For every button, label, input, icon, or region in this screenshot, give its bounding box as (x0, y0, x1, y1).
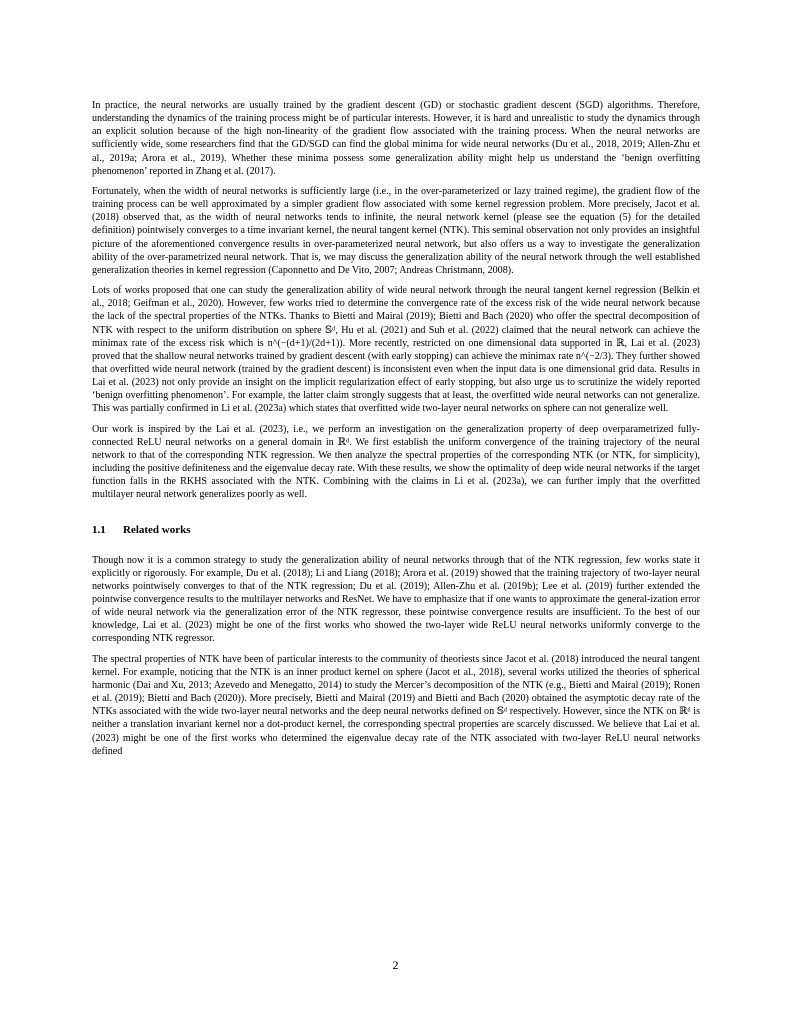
paragraph-intro-2: Fortunately, when the width of neural networks is sufficiently large (i.e., in the over-parameterized or lazy trained regime), the gradient flow of the training process can be well approximated by a simpler gradient flow associated with some kernel regression problem. More precisely, Jacot et al. (2018) observed that, as the width of neural networks tends to infinite, the neural network kernel (please see the equation (5) for the detailed definition) pointwisely converges to a time invariant kernel, the neural tangent kernel (NTK). This seminal observation not only provides an insightful picture of the aforementioned convergence results in over-parameterized neural network, but also offers us a way to investigate the generalization ability of the over-parametrized neural network. That is, we may discuss the generalization ability of the neural network through the well established generalization theories in kernel regression (Caponnetto and De Vito, 2007; Andreas Christmann, 2008). (92, 185, 700, 276)
page-body (92, 99, 700, 765)
section-title: Related works (123, 523, 191, 536)
paragraph-related-2: The spectral properties of NTK have been of particular interests to the community of theoriests since Jacot et al. (2018) introduced the neural tangent kernel. For example, noticing that the NTK is an inner product kernel on sphere (Jacot et al., 2018), several works utilized the theories of spherical harmonic (Dai and Xu, 2013; Azevedo and Menegatto, 2014) to study the Mercer’s decomposition of the NTK (e.g., Bietti and Mairal (2019); Ronen et al. (2019); Bietti and Bach (2020)). More precisely, Bietti and Mairal (2019) and Bietti and Bach (2020) obtained the asymptotic decay rate of the NTKs associated with the wide two-layer neural networks and the deep neural networks defined on 𝕊ᵈ respectively. However, since the NTK on ℝᵈ is neither a translation invariant kernel nor a dot-product kernel, the corresponding spectral properties are scarcely discussed. We believe that Lai et al. (2023) might be one of the first works who determined the eigenvalue decay rate of the NTK associated with two-layer ReLU neural networks defined (92, 653, 700, 757)
section-heading (92, 524, 700, 537)
paragraph-intro-3: Lots of works proposed that one can study the generalization ability of wide neural network through the neural tangent kernel regression (Belkin et al., 2018; Geifman et al., 2020). However, few works tried to determine the convergence rate of the excess risk of the wide neural network because the lack of the spectral properties of the NTKs. Thanks to Bietti and Mairal (2019); Bietti and Bach (2020) who offer the spectral decomposition of NTK with respect to the uniform distribution on sphere 𝕊ᵈ, Hu et al. (2021) and Suh et al. (2022) claimed that the neural network can achieve the minimax rate of the excess risk which is n^(−(d+1)/(2d+1)). More recently, restricted on one dimensional data supported in ℝ, Lai et al. (2023) proved that the shallow neural networks trained by gradient descent (with early stopping) can achieve the minimax rate n^(−2/3). They further showed that overfitted wide neural network (trained by the gradient descent) is inconsistent even when the input data is one dimensional grid data. Results in Lai et al. (2023) not only provide an insight on the implicit regularization effect of early stopping, but also urge us to scrutinize the widely reported ‘benign overfitting phenomenon’. For example, the latter claim strongly suggests that at least, the overfitted wide neural networks can not generalize. This was partially confirmed in Li et al. (2023a) which states that overfitted wide two-layer neural networks on sphere can not generalize well. (92, 285, 700, 415)
section-number: 1.1 (92, 523, 106, 536)
page-number: 2 (392, 958, 399, 972)
paragraph-intro-4: Our work is inspired by the Lai et al. (2023), i.e., we perform an investigation on the generalization property of deep overparametrized fully-connected ReLU neural networks on a general domain in ℝᵈ. We first establish the uniform convergence of the training trajectory of the neural network to that of the corresponding NTK regression. We then analyze the spectral properties of the corresponding NTK (or NTK, for simplicity), including the positive definiteness and the eigenvalue decay rate. With these results, we show the optimality of deep wide neural networks if the target function falls in the RKHS associated with the NTK. Combining with the claims in Li et al. (2023a), we can further imply that the overfitted multilayer neural network generalizes poorly as well. (92, 423, 700, 501)
paragraph-related-1: Though now it is a common strategy to study the generalization ability of neural networks through that of the NTK regression, few works state it explicitly or rigorously. For example, Du et al. (2018); Li and Liang (2018); Arora et al. (2019) showed that the training trajectory of two-layer neural networks pointwisely converges to that of the NTK regression; Du et al. (2019); Allen-Zhu et al. (2019b); Lee et al. (2019) further extended the pointwise convergence results to the multilayer networks and ResNet. We have to emphasize that if one wants to approximate the general-ization error of wide neural network via the generalization error of the NTK regressor, these pointwise convergence results are insufficient. To the best of our knowledge, Lai et al. (2023) might be one of the first works who showed the two-layer wide ReLU neural networks uniformly converge to the corresponding NTK regressor. (92, 554, 700, 645)
paragraph-intro-1: In practice, the neural networks are usually trained by the gradient descent (GD) or stochastic gradient descent (SGD) algorithms. Therefore, understanding the dynamics of the training process might be of particular interests. However, it is hard and unrealistic to study the dynamics through an explicit solution because of the high non-linearity of the gradient flow associated with the training process. When the neural networks are sufficiently wide, some researchers find that the GD/SGD can find the global minima for wide neural networks (Du et al., 2018, 2019; Allen-Zhu et al., 2019a; Arora et al., 2019). Whether these minima possess some generalization ability might help us understand the ‘benign overfitting phenomenon’ reported in Zhang et al. (2017). (92, 100, 700, 177)
